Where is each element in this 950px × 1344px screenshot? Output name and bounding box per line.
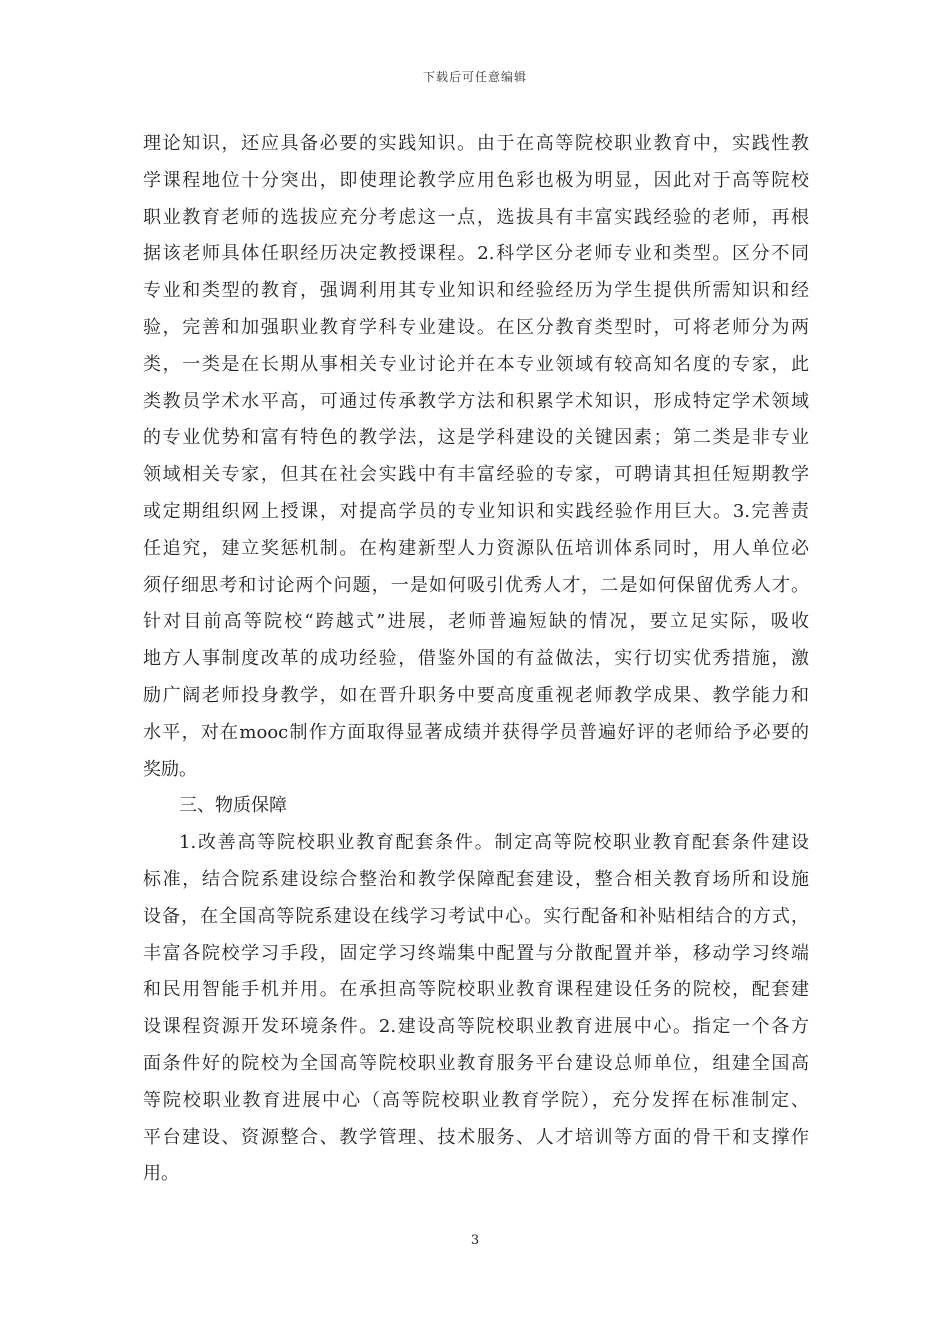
- text-line: 奖励。: [143, 758, 197, 780]
- text-line: 设课程资源开发环境条件。2.建设高等院校职业教育进展中心。指定一个各方: [143, 1016, 809, 1038]
- text-line: 地方人事制度改革的成功经验，借鉴外国的有益做法，实行切实优秀措施，激: [143, 648, 809, 670]
- document-body: [143, 126, 809, 1193]
- text-line: 设备，在全国高等院系建设在线学习考试中心。实行配备和补贴相结合的方式，: [143, 905, 809, 927]
- text-line: 类，一类是在长期从事相关专业讨论并在本专业领域有较高知名度的专家，此: [143, 353, 809, 375]
- text-line: 学课程地位十分突出，即使理论教学应用色彩也极为明显，因此对于高等院校: [143, 169, 809, 191]
- text-line: 任追究，建立奖惩机制。在构建新型人力资源队伍培训体系同时，用人单位必: [143, 537, 809, 559]
- text-line: 职业教育老师的选拔应充分考虑这一点，选拔具有丰富实践经验的老师，再根: [143, 206, 809, 228]
- text-line: 面条件好的院校为全国高等院校职业教育服务平台建设总师单位，组建全国高: [143, 1052, 809, 1074]
- text-line: 类教员学术水平高，可通过传承教学方法和积累学术知识，形成特定学术领域: [143, 390, 809, 412]
- text-line: 和民用智能手机并用。在承担高等院校职业教育课程建设任务的院校，配套建: [143, 979, 809, 1001]
- text-line: 专业和类型的教育，强调利用其专业知识和经验经历为学生提供所需知识和经: [143, 280, 809, 302]
- page-header: 下载后可任意编辑: [422, 70, 527, 84]
- text-line: 理论知识，还应具备必要的实践知识。由于在高等院校职业教育中，实践性教: [143, 133, 809, 154]
- text-line: 领域相关专家，但其在社会实践中有丰富经验的专家，可聘请其担任短期教学: [143, 464, 809, 486]
- text-line: 用。: [143, 1163, 179, 1185]
- text-line: 针对目前高等院校“跨越式”进展，老师普遍短缺的情况，要立足实际，吸收: [143, 611, 809, 633]
- text-line: 1.改善高等院校职业教育配套条件。制定高等院校职业教育配套条件建设: [179, 832, 809, 854]
- text-line: 等院校职业教育进展中心（高等院校职业教育学院），充分发挥在标准制定、: [143, 1089, 809, 1111]
- page-number: 3: [470, 1233, 480, 1248]
- text-line: 标准，结合院系建设综合整治和教学保障配套建设，整合相关教育场所和设施: [143, 868, 809, 890]
- section-heading: 三、物质保障: [179, 795, 287, 817]
- text-line: 据该老师具体任职经历决定教授课程。2.科学区分老师专业和类型。区分不同: [143, 243, 809, 265]
- text-line: 验，完善和加强职业教育学科专业建设。在区分教育类型时，可将老师分为两: [143, 316, 809, 338]
- text-line: 或定期组织网上授课，对提高学员的专业知识和实践经验作用巨大。3.完善责: [143, 500, 809, 522]
- text-line: 励广阔老师投身教学，如在晋升职务中要高度重视老师教学成果、教学能力和: [143, 684, 809, 706]
- text-line: 平台建设、资源整合、教学管理、技术服务、人才培训等方面的骨干和支撑作: [143, 1126, 809, 1148]
- text-line: 水平，对在mooc制作方面取得显著成绩并获得学员普遍好评的老师给予必要的: [143, 721, 809, 743]
- text-line: 的专业优势和富有特色的教学法，这是学科建设的关键因素；第二类是非专业: [143, 427, 809, 449]
- text-line: 丰富各院校学习手段，固定学习终端集中配置与分散配置并举，移动学习终端: [143, 942, 809, 964]
- text-line: 须仔细思考和讨论两个问题，一是如何吸引优秀人才，二是如何保留优秀人才。: [143, 574, 809, 596]
